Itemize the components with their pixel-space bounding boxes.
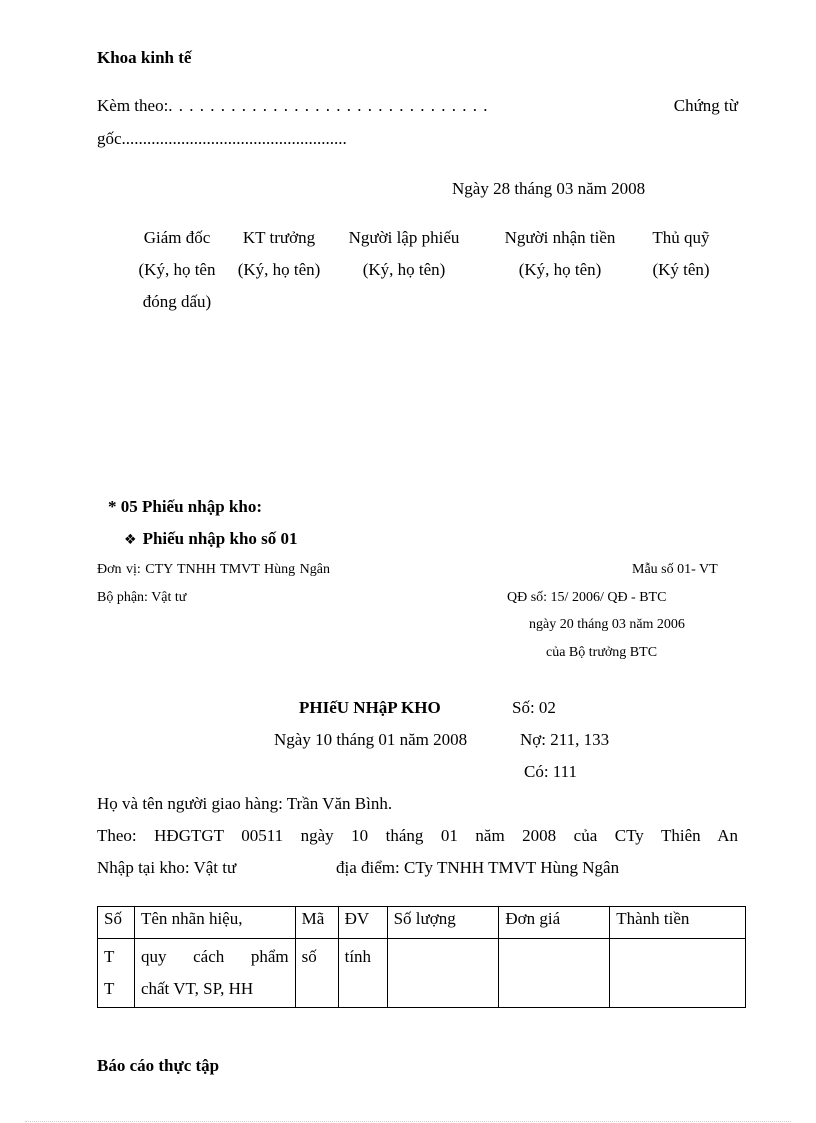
signature-note: (Ký, họ tên [138, 260, 216, 279]
receipt-title: PHIếU NHậP KHO [299, 698, 441, 717]
col-unit-price: Đơn giá [499, 907, 610, 939]
col-unit: ĐV [338, 907, 387, 939]
col-stt: Số [98, 907, 135, 939]
signature-chief-accountant [229, 222, 329, 286]
receipt-credit: Có: 111 [524, 762, 578, 781]
footer-divider [25, 1121, 791, 1122]
signature-note: (Ký, họ tên) [362, 260, 446, 279]
table-row [98, 939, 746, 1008]
cell-amount [610, 939, 746, 1008]
according-text: Theo: HĐGTGT 00511 ngày 10 tháng 01 năm 2008 của CTy Thiên An [97, 826, 738, 845]
signature-role: Người lập phiếu [348, 228, 460, 247]
receipt-number: Số: 02 [512, 698, 556, 717]
form-department: Bộ phận: Vật tư [97, 590, 187, 605]
deliverer-line: Họ và tên người giao hàng: Trần Văn Bình. [97, 794, 393, 813]
cell-text: quy cách phẩm [140, 947, 289, 966]
section-heading: * 05 Phiếu nhập kho: [108, 497, 262, 516]
attach-doc: Chứng từ [673, 96, 738, 115]
cell-text: chất VT, SP, HH [140, 979, 254, 998]
cell-name [134, 939, 295, 1008]
form-unit: Đơn vị: CTY TNHH TMVT Hùng Ngân [97, 562, 330, 577]
signature-note: (Ký, họ tên) [518, 260, 602, 279]
location-line: địa điểm: CTy TNHH TMVT Hùng Ngân [336, 858, 620, 877]
cell-stt [98, 939, 135, 1008]
signature-role: Thủ quỹ [652, 228, 710, 247]
signature-role: Giám đốc [143, 228, 211, 247]
table-header-row [98, 907, 746, 939]
col-code: Mã [295, 907, 338, 939]
signature-cashier [636, 222, 726, 286]
cell-unit: tính [338, 939, 387, 1008]
cell-text: T [104, 979, 115, 998]
attachment-line-2: gốc..................................................... [97, 129, 347, 148]
footer-label: Báo cáo thực tập [97, 1056, 220, 1075]
receipt-debit: Nợ: 211, 133 [520, 730, 610, 749]
cell-quantity [387, 939, 499, 1008]
signature-role: KT trưởng [242, 228, 316, 247]
col-name: Tên nhãn hiệu, [134, 907, 295, 939]
diamond-bullet-icon: ❖ [124, 532, 137, 548]
attach-label: Kèm theo: [97, 96, 169, 115]
signature-note: (Ký tên) [652, 260, 710, 279]
according-line [97, 826, 738, 846]
subheading-text: Phiếu nhập kho số 01 [142, 529, 298, 548]
col-quantity: Số lượng [387, 907, 499, 939]
cell-unit-price [499, 939, 610, 1008]
form-template-number: Mẫu số 01- VT [632, 562, 718, 577]
col-amount: Thành tiền [610, 907, 746, 939]
section-subheading [124, 529, 298, 549]
signature-note: (Ký, họ tên) [237, 260, 321, 279]
signature-director [122, 222, 232, 318]
cell-text: T [104, 947, 115, 966]
form-decision-date: ngày 20 tháng 03 năm 2006 [529, 617, 685, 632]
date-line: Ngày 28 tháng 03 năm 2008 [452, 179, 646, 198]
receipt-table [97, 906, 746, 1008]
warehouse-line: Nhập tại kho: Vật tư [97, 858, 237, 877]
form-decision: QĐ số: 15/ 2006/ QĐ - BTC [507, 590, 667, 605]
signature-role: Người nhận tiền [504, 228, 616, 247]
receipt-date: Ngày 10 tháng 01 năm 2008 [274, 730, 468, 749]
faculty-label: Khoa kinh tế [97, 48, 192, 67]
signature-note: đóng dấu) [142, 292, 212, 311]
signature-preparer [338, 222, 470, 286]
signature-receiver [492, 222, 628, 286]
attachment-line [97, 96, 738, 116]
form-issuer: của Bộ trưởng BTC [546, 645, 658, 660]
cell-code: số [295, 939, 338, 1008]
attach-dots: . . . . . . . . . . . . . . . . . . . . . . . . . . . . . . . [168, 96, 489, 115]
